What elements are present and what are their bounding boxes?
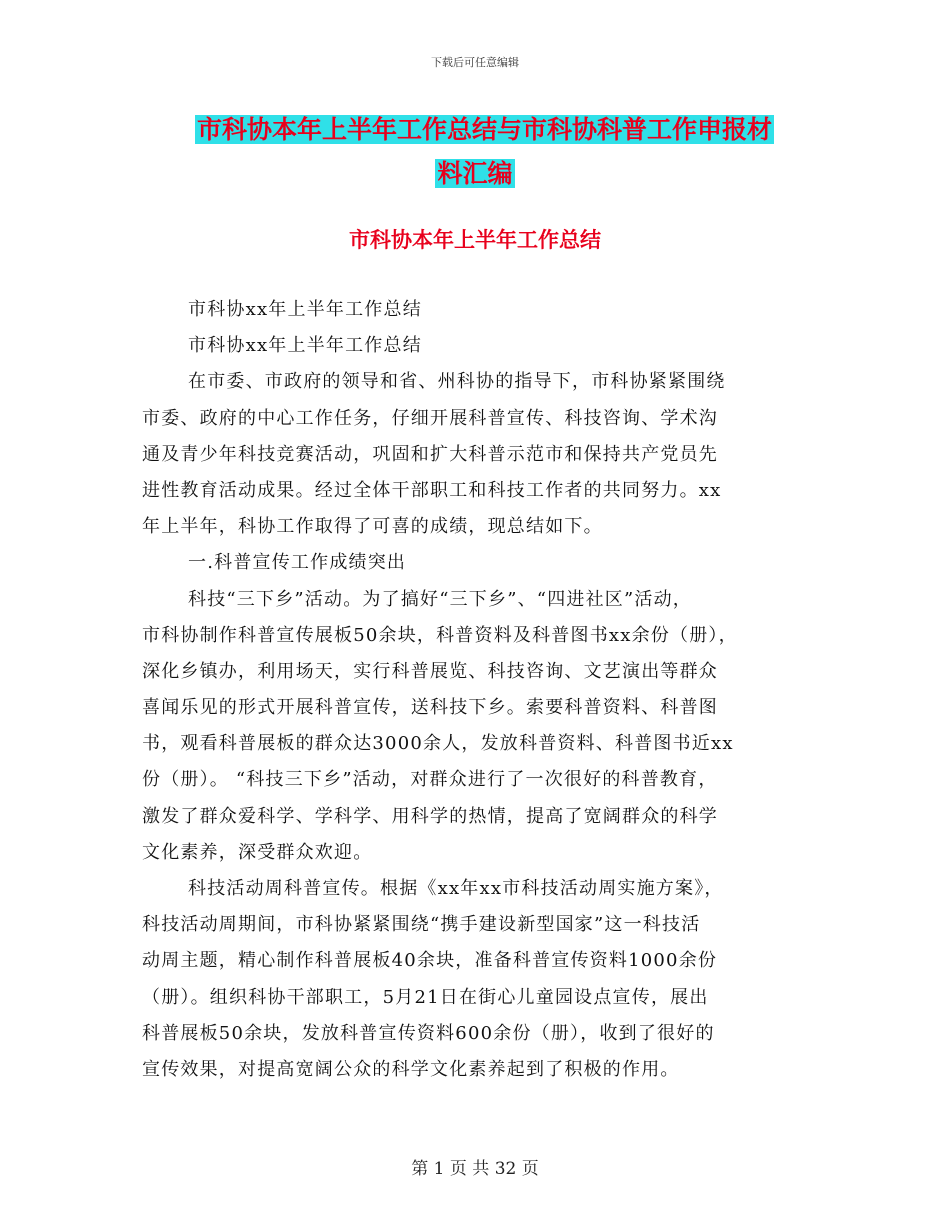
body-line: 一.科普宣传工作成绩突出 [188,552,407,574]
body-line: 份（册）。 “科技三下乡”活动，对群众进行了一次很好的科普教育， [142,769,718,791]
document-body [142,292,812,1088]
body-line: 年上半年，科协工作取得了可喜的成绩，现总结如下。 [142,516,603,538]
body-line: 书，观看科普展板的群众达3000余人，发放科普资料、科普图书近xx [142,733,734,755]
body-line: 进性教育活动成果。经过全体干部职工和科技工作者的共同努力。xx [142,479,722,501]
body-line: 科技“三下乡”活动。为了搞好“三下乡”、“四进社区”活动， [188,588,693,610]
document-title-line-1 [185,112,820,148]
body-line: 科普展板50余块，发放科普宣传资料600余份（册），收到了很好的 [142,1022,715,1044]
body-line: 市科协xx年上半年工作总结 [188,335,422,357]
body-line: 在市委、市政府的领导和省、州科协的指导下，市科协紧紧围绕 [188,371,726,393]
document-title-line-2-text: 料汇编 [437,159,513,188]
body-line: 喜闻乐见的形式开展科普宣传，送科技下乡。索要科普资料、科普图 [142,697,718,719]
body-line: 市科协xx年上半年工作总结 [188,299,422,320]
body-line: 激发了群众爱科学、学科学、用科学的热情，提高了宽阔群众的科学 [142,805,718,827]
page-number-footer: 第 1 页 共 32 页 [411,1159,539,1179]
body-line: 市委、政府的中心工作任务，仔细开展科普宣传、科技咨询、学术沟 [142,407,718,429]
body-line: 深化乡镇办，利用场天，实行科普展览、科技咨询、文艺演出等群众 [142,660,718,682]
body-line: 宣传效果，对提高宽阔公众的科学文化素养起到了积极的作用。 [142,1058,680,1080]
section-title: 市科协本年上半年工作总结 [349,228,601,252]
body-line: 科技活动周期间，市科协紧紧围绕“携手建设新型国家”这一科技活 [142,914,701,936]
body-line: 动周主题，精心制作科普展板40余块，准备科普宣传资料1000余份 [142,950,718,972]
body-line: 科技活动周科普宣传。根据《xx年xx市科技活动周实施方案》， [188,878,724,899]
document-title-line-2 [0,156,950,192]
body-line: 文化素养，深受群众欢迎。 [142,841,373,863]
body-line: （册）。组织科协干部职工，5月21日在街心儿童园设点宣传，展出 [142,986,709,1008]
body-line: 市科协制作科普宣传展板50余块，科普资料及科普图书xx余份（册）， [142,624,738,646]
document-title-line-1-text: 市科协本年上半年工作总结与市科协科普工作申报材 [197,115,773,144]
page-header-note: 下载后可任意编辑 [431,56,519,69]
body-line: 通及青少年科技竞赛活动，巩固和扩大科普示范市和保持共产党员先 [142,443,718,465]
